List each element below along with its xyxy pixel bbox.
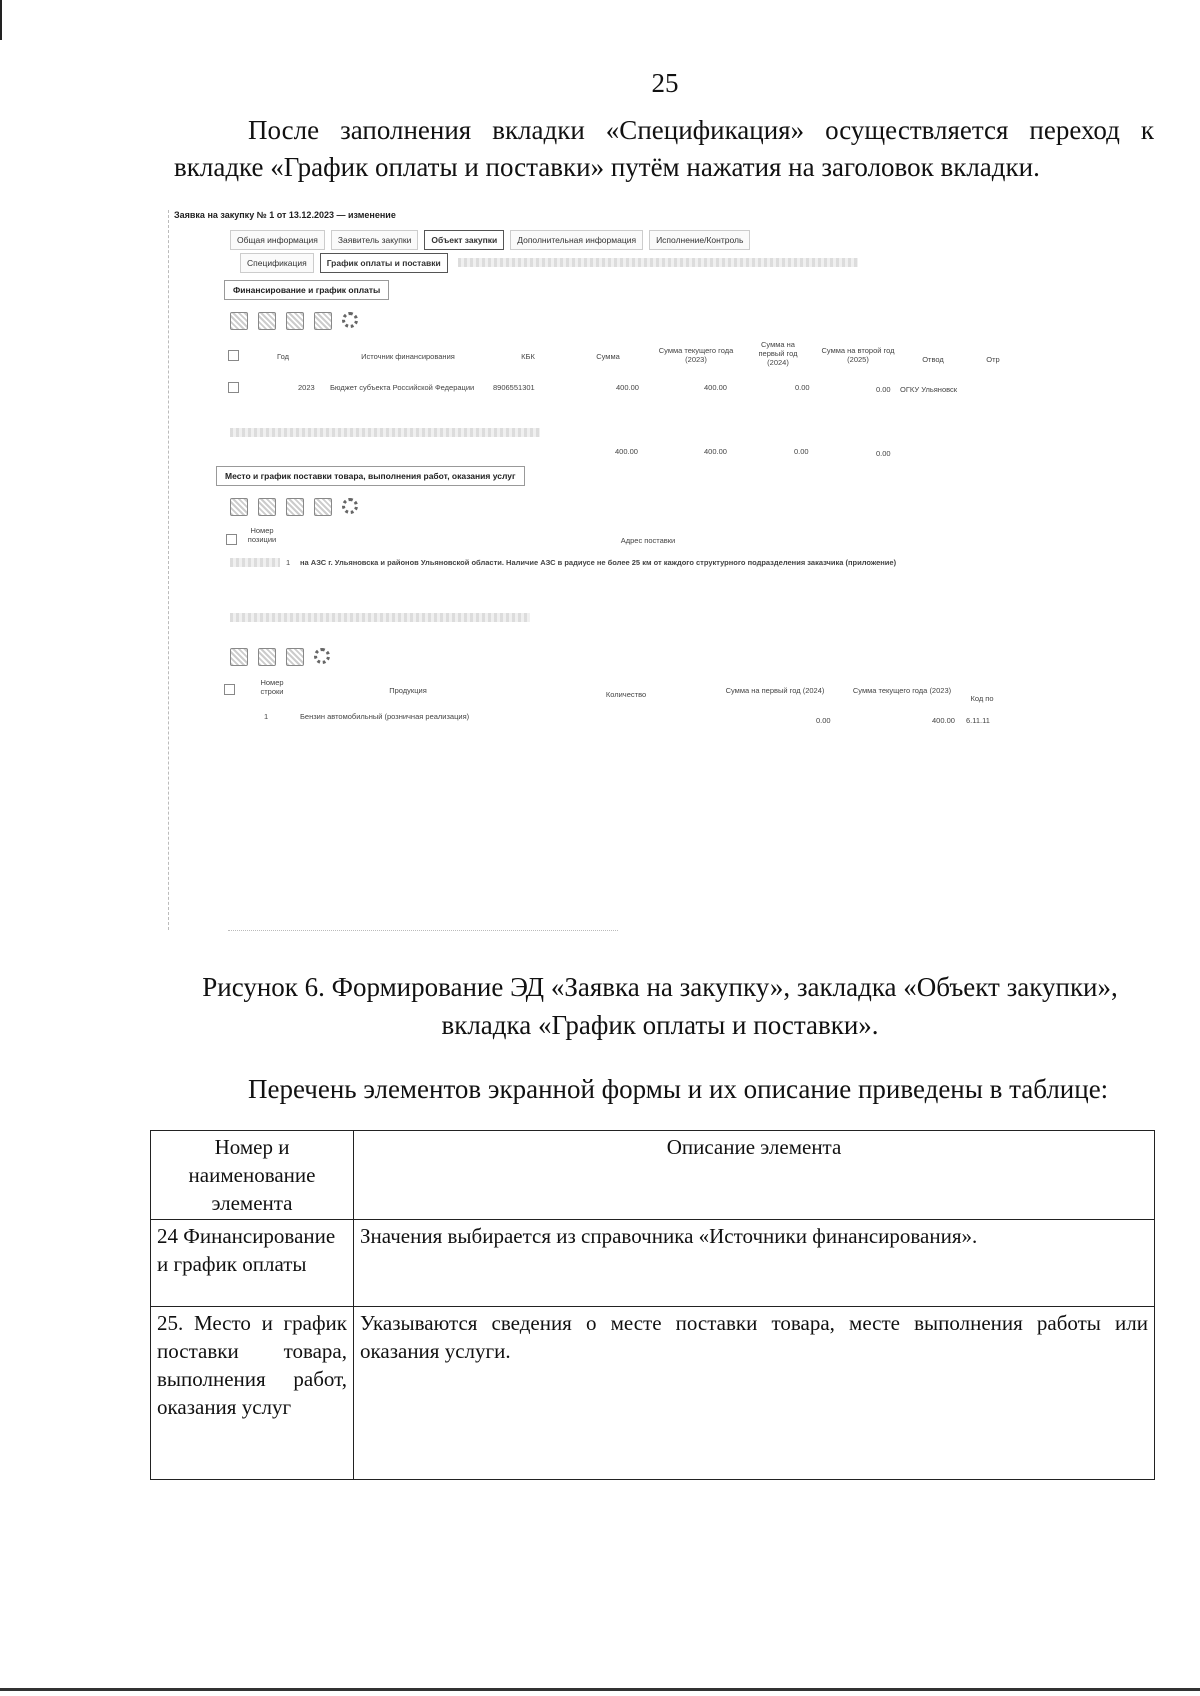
- delete-icon[interactable]: [314, 312, 332, 330]
- product-row-first: 0.00: [816, 716, 831, 725]
- product-row-num: 1: [264, 712, 269, 721]
- figure-caption: Рисунок 6. Формирование ЭД «Заявка на закупку», закладка «Объект закупки», вкладка «График оплаты и поставки».: [202, 972, 1118, 1040]
- section-financing[interactable]: Финансирование и график оплаты: [224, 280, 389, 300]
- tab-applicant[interactable]: Заявитель закупки: [331, 230, 418, 250]
- product-select-all[interactable]: [224, 684, 235, 697]
- product-toolbar: [230, 648, 330, 666]
- screenshot-left-border: [168, 210, 169, 930]
- fin-header-source: Источник финансирования: [361, 352, 455, 361]
- delivery-toolbar: [230, 498, 358, 516]
- fin-header-kbk: КБК: [521, 352, 535, 361]
- product-header-qty: Количество: [605, 690, 647, 699]
- tab-payment-delivery[interactable]: График оплаты и поставки: [320, 253, 448, 273]
- fin-row-first: 0.00: [795, 383, 810, 392]
- select-all-checkbox[interactable]: [228, 350, 239, 363]
- delete-icon[interactable]: [314, 498, 332, 516]
- edit-icon[interactable]: [230, 648, 248, 666]
- fin-row-year: 2023: [298, 383, 315, 392]
- header-element: Номер и наименование элемента: [151, 1131, 354, 1220]
- row-24-description: Значения выбирается из справочника «Источники финансирования».: [354, 1220, 1155, 1307]
- edit-icon[interactable]: [230, 498, 248, 516]
- financing-toolbar: [230, 312, 358, 330]
- fin-total-second: 0.00: [876, 449, 891, 458]
- tab-specification[interactable]: Спецификация: [240, 253, 314, 273]
- tab-purchase-object[interactable]: Объект закупки: [424, 230, 504, 250]
- header-description: Описание элемента: [354, 1131, 1155, 1220]
- add-icon[interactable]: [286, 312, 304, 330]
- fin-row-sum: 400.00: [616, 383, 639, 392]
- delivery-select-all[interactable]: [226, 534, 237, 547]
- row-24-element: 24 Финансирование и график оплаты: [151, 1220, 354, 1307]
- fin-row-kbk: 8906551301: [493, 383, 535, 392]
- tab-additional[interactable]: Дополнительная информация: [510, 230, 643, 250]
- table-header-row: [151, 1131, 1155, 1220]
- tab-control[interactable]: Исполнение/Контроль: [649, 230, 750, 250]
- window-title: Заявка на закупку № 1 от 13.12.2023 — изменение: [174, 210, 396, 220]
- settings-icon[interactable]: [342, 312, 358, 328]
- delivery-row-num: 1: [286, 558, 291, 567]
- fin-header-sum: Сумма: [596, 352, 620, 361]
- row-25-element: 25. Место и график поставки товара, выполнения работ, оказания услуг: [151, 1307, 354, 1480]
- fin-total-sum: 400.00: [615, 447, 638, 456]
- intro-paragraph: После заполнения вкладки «Спецификация» осуществляется переход к вкладке «График оплаты и поставки» путём нажатия на заголовок вкладки.: [174, 115, 1154, 182]
- product-header-first: Сумма на первый год (2024): [725, 686, 825, 695]
- edit-icon[interactable]: [230, 312, 248, 330]
- blurred-text: [458, 258, 858, 267]
- delivery-row-address: на АЗС г. Ульяновска и районов Ульяновской области. Наличие АЗС в радиусе не более 25 км от каждого структурного подразделения заказчика (приложение): [300, 558, 897, 567]
- scan-bottom-edge: [0, 1688, 1200, 1691]
- fin-row-org: ОГКУ Ульяновск: [900, 385, 958, 394]
- fin-header-org: Отвод: [922, 355, 944, 364]
- tab-general[interactable]: Общая информация: [230, 230, 325, 250]
- product-row-code: 6.11.11: [966, 716, 990, 725]
- top-tabs: [230, 230, 750, 250]
- settings-icon[interactable]: [342, 498, 358, 514]
- fin-row-checkbox[interactable]: [228, 382, 239, 395]
- delivery-header-num: Номер позиции: [247, 526, 277, 544]
- table-row: [151, 1220, 1155, 1307]
- table-intro: Перечень элементов экранной формы и их описание приведены в таблице:: [248, 1074, 1109, 1104]
- scan-edge-mark: [0, 0, 2, 40]
- figure-screenshot: [168, 200, 1128, 935]
- delivery-header-address: Адрес поставки: [620, 536, 676, 545]
- fin-header-first: Сумма на первый год (2024): [758, 340, 798, 367]
- copy-icon[interactable]: [258, 648, 276, 666]
- add-icon[interactable]: [286, 648, 304, 666]
- page-number: 25: [651, 68, 679, 98]
- blurred-text: [230, 613, 530, 622]
- fin-row-current: 400.00: [704, 383, 727, 392]
- product-row-current: 400.00: [932, 716, 955, 725]
- product-row-product: Бензин автомобильный (розничная реализация): [300, 712, 470, 721]
- blurred-text: [230, 558, 280, 567]
- product-header-code: Код по: [970, 694, 994, 703]
- product-header-current: Сумма текущего года (2023): [852, 686, 952, 695]
- elements-table: [150, 1130, 1155, 1480]
- product-header-num: Номер строки: [260, 678, 284, 696]
- row-25-description: Указываются сведения о месте поставки товара, месте выполнения работы или оказания услуги.: [354, 1307, 1155, 1480]
- fin-header-current: Сумма текущего года (2023): [658, 346, 734, 364]
- section-delivery[interactable]: Место и график поставки товара, выполнения работ, оказания услуг: [216, 466, 525, 486]
- fin-header-extra: Отр: [986, 355, 1000, 364]
- copy-icon[interactable]: [258, 498, 276, 516]
- blurred-text: [230, 428, 540, 437]
- settings-icon[interactable]: [314, 648, 330, 664]
- footer-divider: [228, 930, 618, 931]
- fin-row-second: 0.00: [876, 385, 891, 394]
- add-icon[interactable]: [286, 498, 304, 516]
- sub-tabs: [240, 253, 448, 273]
- fin-header-year: Год: [277, 352, 289, 361]
- fin-total-current: 400.00: [704, 447, 727, 456]
- copy-icon[interactable]: [258, 312, 276, 330]
- fin-header-second: Сумма на второй год (2025): [821, 346, 895, 364]
- fin-row-source: Бюджет субъекта Российской Федерации: [330, 383, 475, 392]
- table-row: [151, 1307, 1155, 1480]
- product-header-product: Продукция: [389, 686, 427, 695]
- fin-total-first: 0.00: [794, 447, 809, 456]
